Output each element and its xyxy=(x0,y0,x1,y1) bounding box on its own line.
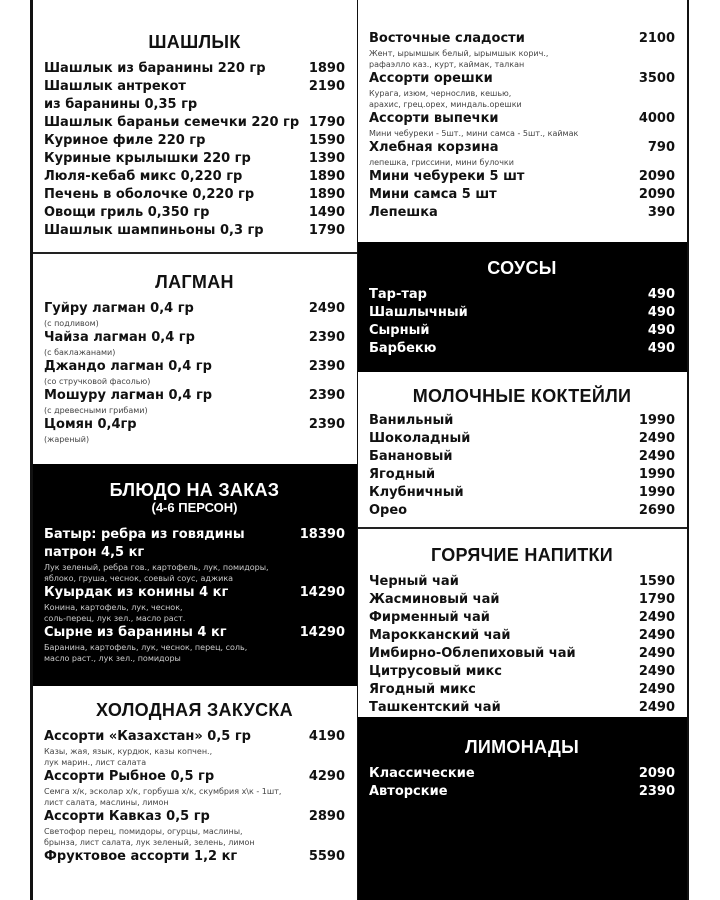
menu-item: Ягодный микс 2490 xyxy=(369,682,675,697)
section-subtitle: (4-6 ПЕРСОН) xyxy=(151,500,238,515)
item-description: Светофор перец, помидоры, огурцы, маслины, xyxy=(44,827,243,836)
item-description: арахис, грец.орех, миндаль.орешки xyxy=(369,100,522,109)
menu-item: Шашлык из баранины 220 гр 1890 xyxy=(44,61,345,76)
item-description: Конина, картофель, лук, чеснок, xyxy=(44,603,183,612)
item-description: (жареный) xyxy=(44,435,90,444)
menu-item: Ассорти «Казахстан» 0,5 гр 4190 xyxy=(44,729,345,744)
menu-item: Ассорти Рыбное 0,5 гр 4290 xyxy=(44,769,345,784)
menu-item: Шашлычный 490 xyxy=(369,305,675,320)
menu-item: Мини самса 5 шт 2090 xyxy=(369,187,675,202)
menu-item: Фирменный чай 2490 xyxy=(369,610,675,625)
right-column xyxy=(358,0,689,900)
menu-item: Ванильный 1990 xyxy=(369,413,675,428)
menu-item: Ассорти Кавказ 0,5 гр 2890 xyxy=(44,809,345,824)
section-title: ГОРЯЧИЕ НАПИТКИ xyxy=(430,545,614,565)
section-title: ЛИМОНАДЫ xyxy=(464,737,580,757)
menu-item: Ассорти выпечки 4000 xyxy=(369,111,675,126)
menu-item: Куриное филе 220 гр 1590 xyxy=(44,133,345,148)
item-description: брынза, лист салата, лук зеленый, зелень, лимон xyxy=(44,838,255,847)
section-sweets xyxy=(358,0,687,242)
menu-item: Сырный 490 xyxy=(369,323,675,338)
section-title: ЛАГМАН xyxy=(155,272,234,292)
menu-item: Сырне из баранины 4 кг 14290 xyxy=(44,625,345,640)
section-title: МОЛОЧНЫЕ КОКТЕЙЛИ xyxy=(412,386,632,406)
menu-item: Цомян 0,4гр 2390 xyxy=(44,417,345,432)
menu-item: Цитрусовый микс 2490 xyxy=(369,664,675,679)
item-description: лук марин., лист салата xyxy=(44,758,147,767)
menu-item: Фруктовое ассорти 1,2 кг 5590 xyxy=(44,849,345,864)
menu-item: Печень в оболочке 0,220 гр 1890 xyxy=(44,187,345,202)
menu-item: Лепешка 390 xyxy=(369,205,675,220)
item-description: масло раст., лук зел., помидоры xyxy=(44,654,181,663)
section-lemonades xyxy=(358,717,687,900)
menu-item-continued: из баранины 0,35 гр xyxy=(44,97,198,112)
item-description: (с баклажанами) xyxy=(44,348,116,357)
section-title: СОУСЫ xyxy=(487,258,557,278)
item-description: лист салата, маслины, лимон xyxy=(44,798,169,807)
item-description: Баранина, картофель, лук, чеснок, перец, соль, xyxy=(44,643,248,652)
menu-item: Мошуру лагман 0,4 гр 2390 xyxy=(44,388,345,403)
menu-item: Люля-кебаб микс 0,220 гр 1890 xyxy=(44,169,345,184)
section-title: ШАШЛЫК xyxy=(148,32,241,52)
section-title: БЛЮДО НА ЗАКАЗ xyxy=(109,480,280,500)
menu-item: Банановый 2490 xyxy=(369,449,675,464)
menu-item: Ассорти орешки 3500 xyxy=(369,71,675,86)
item-description: (с подливом) xyxy=(44,319,99,328)
item-description: соль-перец, лук зел., масло раст. xyxy=(44,614,186,623)
menu-item: Овощи гриль 0,350 гр 1490 xyxy=(44,205,345,220)
menu-item: Барбекю 490 xyxy=(369,341,675,356)
menu-item: Тар-тар 490 xyxy=(369,287,675,302)
menu-item: Черный чай 1590 xyxy=(369,574,675,589)
menu-item: Хлебная корзина 790 xyxy=(369,140,675,155)
item-description: Лук зеленый, ребра гов., картофель, лук, помидоры, xyxy=(44,563,269,572)
menu-item: Шашлык антрекот 2190 xyxy=(44,79,345,94)
menu-item: Восточные сладости 2100 xyxy=(369,31,675,46)
item-description: Курага, изюм, чернослив, кешью, xyxy=(369,89,512,98)
item-description: яблоко, груша, чеснок, соевый соус, аджика xyxy=(44,574,234,583)
section-milkshakes xyxy=(358,372,687,528)
menu-item: Авторские 2390 xyxy=(369,784,675,799)
section-lagman xyxy=(33,252,357,464)
section-shashlyk xyxy=(33,0,357,252)
menu-item: Классические 2090 xyxy=(369,766,675,781)
menu-item: Шашлык шампиньоны 0,3 гр 1790 xyxy=(44,223,345,238)
menu-item: Орео 2690 xyxy=(369,503,675,518)
section-order-dishes xyxy=(33,464,357,686)
section-sauces xyxy=(358,242,687,372)
item-description: Жент, ырымшык белый, ырымшык корич., xyxy=(369,49,549,58)
left-column xyxy=(30,0,359,900)
menu-item: Ягодный 1990 xyxy=(369,467,675,482)
item-description: Мини чебуреки - 5шт., мини самса - 5шт., каймак xyxy=(369,129,579,138)
section-hot-drinks xyxy=(358,527,687,717)
menu-item: Ташкентский чай 2490 xyxy=(369,700,675,715)
menu-item: Шашлык бараньи семечки 220 гр 1790 xyxy=(44,115,345,130)
menu-item: Марокканский чай 2490 xyxy=(369,628,675,643)
menu-item: Куырдак из конины 4 кг 14290 xyxy=(44,585,345,600)
menu-item: Чайза лагман 0,4 гр 2390 xyxy=(44,330,345,345)
menu-item: Шоколадный 2490 xyxy=(369,431,675,446)
item-description: Казы, жая, язык, курдюк, казы копчен., xyxy=(44,747,213,756)
menu-item: Имбирно-Облепиховый чай 2490 xyxy=(369,646,675,661)
item-description: (со стручковой фасолью) xyxy=(44,377,151,386)
menu-item: Куриные крылышки 220 гр 1390 xyxy=(44,151,345,166)
section-cold-appetizers xyxy=(33,686,357,900)
section-title: ХОЛОДНАЯ ЗАКУСКА xyxy=(96,700,293,720)
menu-item: Батыр: ребра из говядины 18390 xyxy=(44,527,345,542)
item-description: (с древесными грибами) xyxy=(44,406,148,415)
menu-item: Клубничный 1990 xyxy=(369,485,675,500)
menu-item: Жасминовый чай 1790 xyxy=(369,592,675,607)
menu-item-continued: патрон 4,5 кг xyxy=(44,545,145,560)
item-description: рафаэлло каз., курт, каймак, талкан xyxy=(369,60,525,69)
item-description: лепешка, гриссини, мини булочки xyxy=(369,158,514,167)
item-description: Семга х/к, эсколар х/к, горбуша х/к, скумбрия х\к - 1шт, xyxy=(44,787,282,796)
menu-item: Джандо лагман 0,4 гр 2390 xyxy=(44,359,345,374)
menu-item: Мини чебуреки 5 шт 2090 xyxy=(369,169,675,184)
menu-item: Гуйру лагман 0,4 гр 2490 xyxy=(44,301,345,316)
